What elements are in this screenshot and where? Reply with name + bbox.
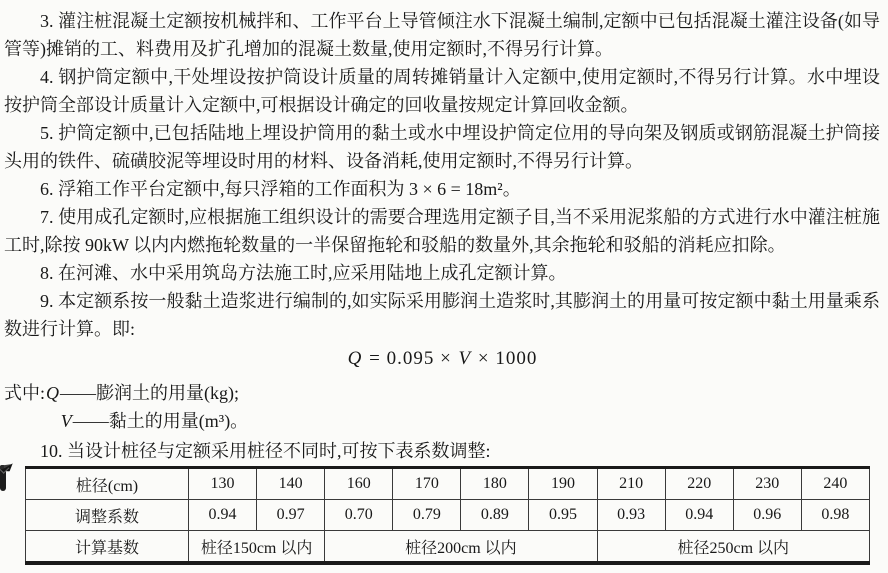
table-cell: 0.97 <box>257 500 325 531</box>
formula-operator-part: = 0.095 × <box>363 348 458 369</box>
adjustment-table <box>25 466 870 565</box>
legend-line-q <box>4 379 880 407</box>
note-3: 3. 灌注桩混凝土定额按机械拌和、工作平台上导管倾注水下混凝土编制,定额中已包括混凝土灌注设备(如导管等)摊销的工、料费用及扩孔增加的混凝土数量,使用定额时,不得另行计算。 <box>4 11 880 59</box>
table-cell: 170 <box>393 468 461 500</box>
formula-constant-part: × 1000 <box>472 348 538 369</box>
note-10: 10. 当设计桩径与定额采用桩径不同时,可按下表系数调整: <box>40 441 491 461</box>
table-cell: 0.89 <box>461 500 529 531</box>
legend-dash: —— <box>72 411 109 431</box>
row-label-cell: 调整系数 <box>26 500 189 531</box>
row-label-cell: 桩径(cm) <box>26 468 189 500</box>
table-cell: 0.95 <box>529 500 597 531</box>
table-row-pile-diameter <box>26 468 870 500</box>
legend-text-v: 黏土的用量(m³)。 <box>108 411 249 431</box>
table-cell: 0.94 <box>189 500 257 531</box>
note-9: 9. 本定额系按一般黏土造浆进行编制的,如实际采用膨润土造浆时,其膨润土的用量可按定额中黏土用量乘系数进行计算。即: <box>4 291 880 339</box>
note-8: 8. 在河滩、水中采用筑岛方法施工时,应采用陆地上成孔定额计算。 <box>40 263 567 283</box>
table-cell: 130 <box>189 468 257 500</box>
note-6: 6. 浮箱工作平台定额中,每只浮箱的工作面积为 3 × 6 = 18m²。 <box>40 179 521 199</box>
table-cell: 180 <box>461 468 529 500</box>
legend-var-q: Q <box>46 383 60 403</box>
table-cell: 190 <box>529 468 597 500</box>
legend-prefix: 式中: <box>4 383 46 403</box>
row-label-cell: 计算基数 <box>26 531 189 564</box>
note-5: 5. 护筒定额中,已包括陆地上埋设护筒用的黏土或水中埋设护筒定位用的导向架及钢质或钢筋混凝土护筒接头用的铁件、硫磺胶泥等埋设时用的材料、设备消耗,使用定额时,不得另行计算。 <box>4 123 880 171</box>
table-row-calculation-base <box>26 531 870 564</box>
legend-text-q: 膨润土的用量(kg); <box>96 383 240 403</box>
table-cell: 210 <box>597 468 665 500</box>
table-cell: 160 <box>325 468 393 500</box>
formula <box>4 345 880 373</box>
pile-diameter-adjustment-table <box>25 466 870 565</box>
table-cell: 0.96 <box>733 500 801 531</box>
table-span-cell: 桩径150cm 以内 <box>189 531 325 564</box>
table-span-cell: 桩径200cm 以内 <box>325 531 597 564</box>
table-cell: 0.94 <box>665 500 733 531</box>
table-cell: 0.93 <box>597 500 665 531</box>
table-cell: 0.98 <box>801 500 869 531</box>
table-cell: 230 <box>733 468 801 500</box>
table-row-adjustment-coefficient <box>26 500 870 531</box>
note-4: 4. 钢护筒定额中,干处埋设按护筒设计质量的周转摊销量计入定额中,使用定额时,不得另行计算。水中埋设按护筒全部设计质量计入定额中,可根据设计确定的回收量按规定计算回收金额。 <box>4 67 880 115</box>
table-cell: 240 <box>801 468 869 500</box>
table-cell: 0.70 <box>325 500 393 531</box>
table-cell: 0.79 <box>393 500 461 531</box>
legend-line-v <box>4 407 880 435</box>
table-cell: 220 <box>665 468 733 500</box>
table-span-cell: 桩径250cm 以内 <box>597 531 869 564</box>
legend-dash: —— <box>60 383 97 403</box>
legend-var-v: V <box>60 411 72 431</box>
table-cell: 140 <box>257 468 325 500</box>
note-7: 7. 使用成孔定额时,应根据施工组织设计的需要合理选用定额子目,当不采用泥浆船的方式进行水中灌注桩施工时,除按 90kW 以内内燃拖轮数量的一半保留拖轮和驳船的数量外,其余拖轮和驳船的消耗应扣除。 <box>4 207 880 255</box>
formula-var-q: Q <box>347 348 363 369</box>
formula-var-v: V <box>458 348 472 369</box>
formula-legend <box>4 379 880 435</box>
